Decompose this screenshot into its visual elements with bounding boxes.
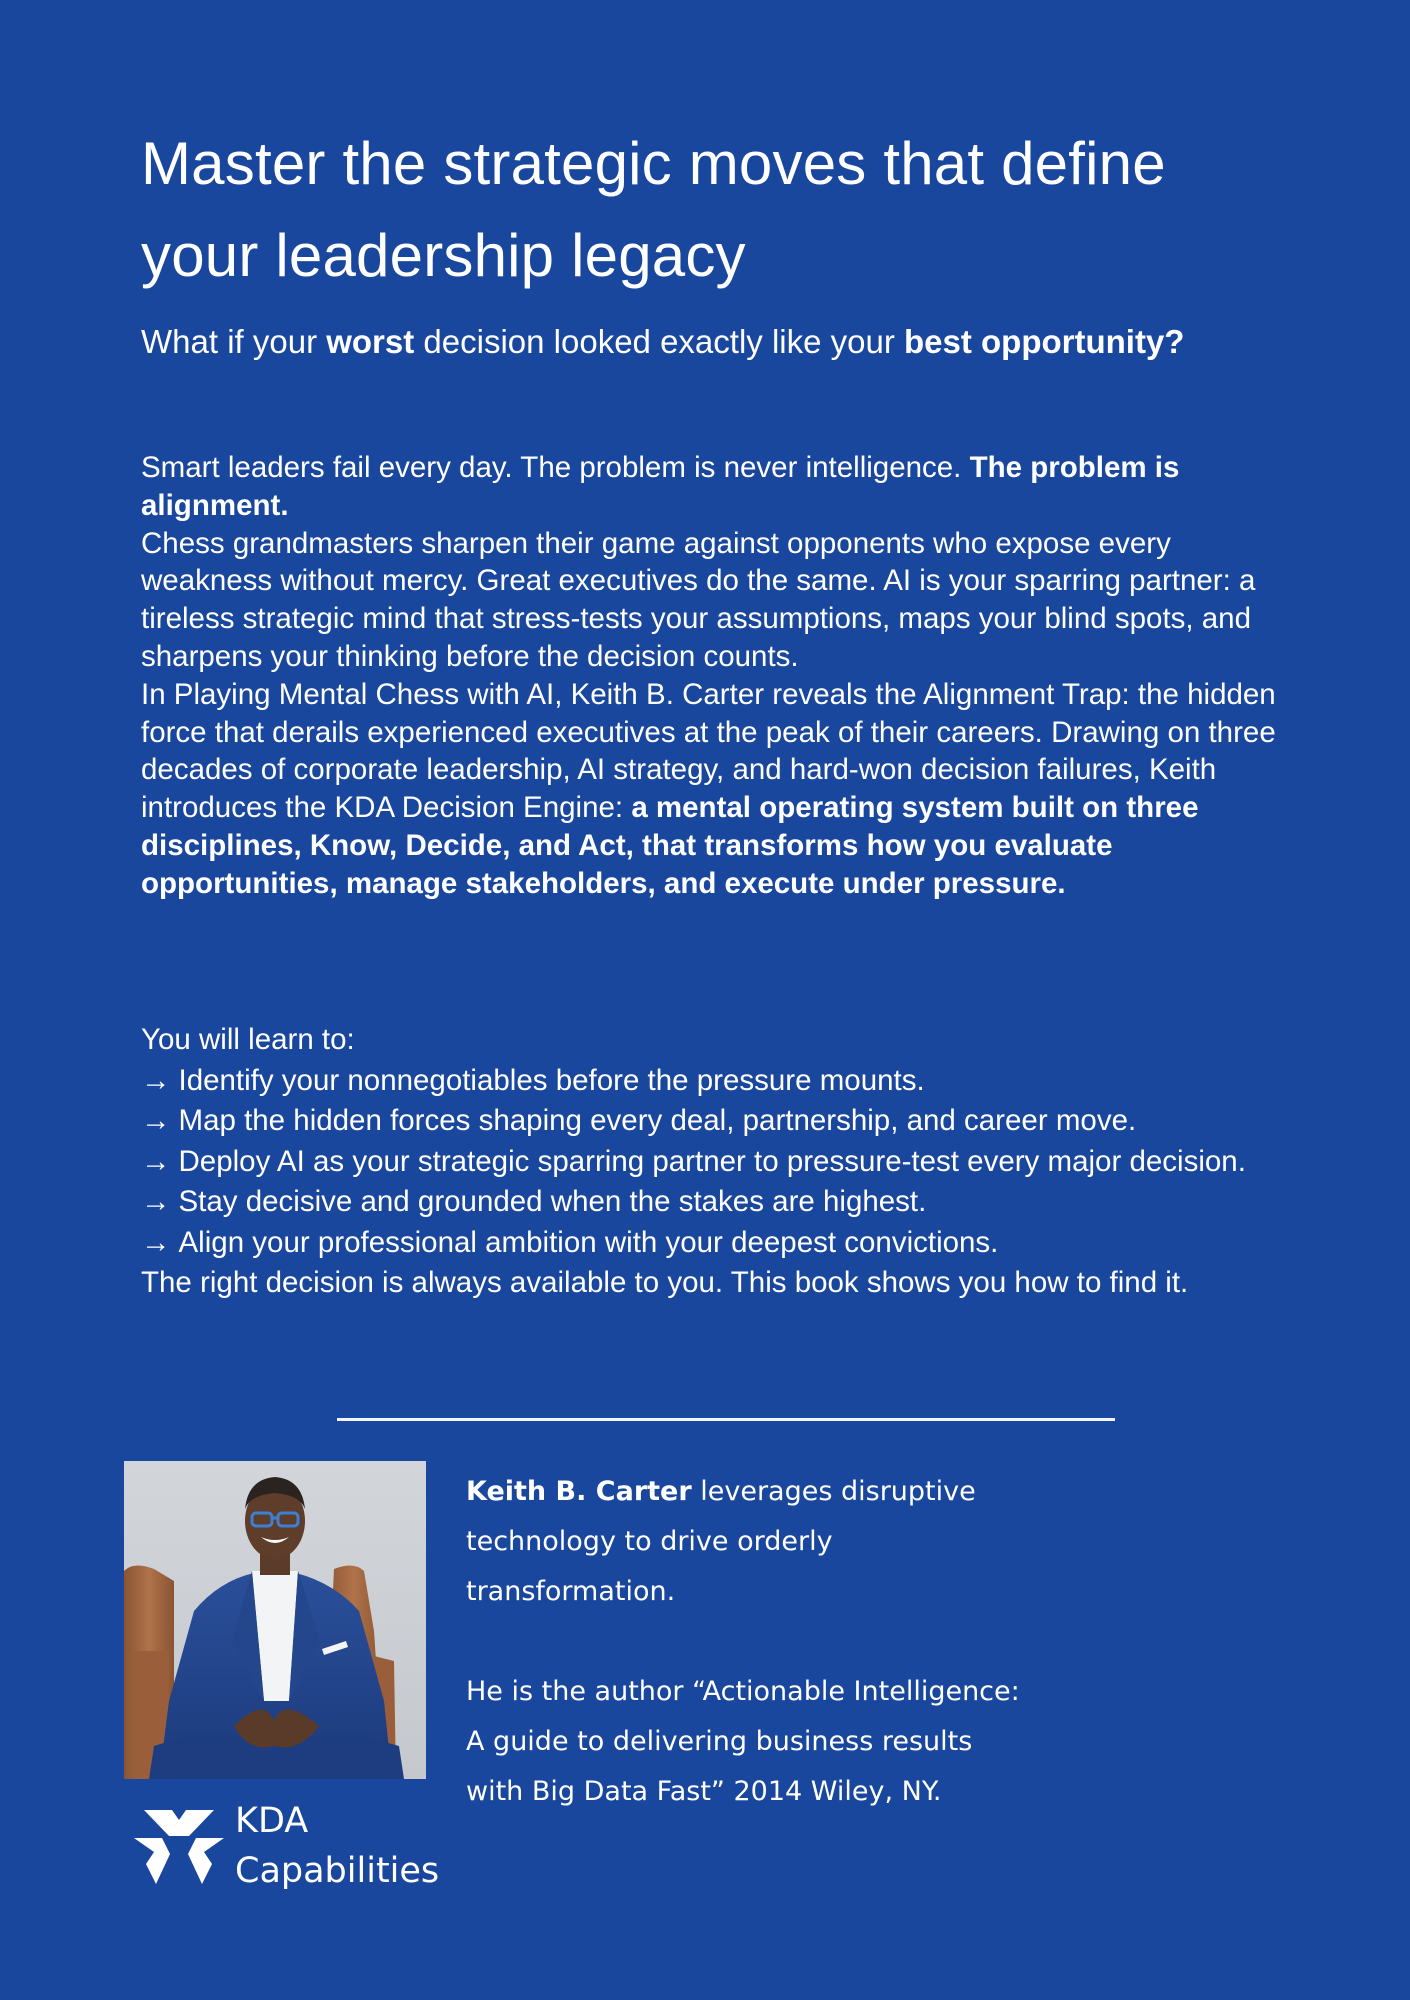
- bio-spacer: [466, 1617, 1026, 1667]
- brand-line-2: Capabilities: [235, 1851, 440, 1891]
- list-item-text: Deploy AI as your strategic sparring partner to pressure-test every major decision.: [178, 1144, 1246, 1178]
- list-item-text: Align your professional ambition with your deepest convictions.: [178, 1225, 999, 1259]
- author-name: Keith B. Carter: [466, 1476, 692, 1507]
- list-item-text: Stay decisive and grounded when the stakes are highest.: [178, 1185, 927, 1218]
- author-portrait-illustration: [124, 1461, 426, 1779]
- learn-section: [141, 1020, 1291, 1304]
- intro-paragraph-2: Chess grandmasters sharpen their game against opponents who expose every weakness without mercy. Great executives do the same. AI is your sparring partner: a tireless strategic mind that stress-tests your assumptions, maps your blind spots, and sharpens your thinking before the decision counts.: [141, 526, 1256, 673]
- learn-heading: You will learn to:: [141, 1023, 355, 1056]
- intro-bold: The problem is alignment.: [141, 451, 1180, 522]
- arrow-right-icon: →: [141, 1185, 171, 1218]
- list-item: [141, 1182, 1291, 1223]
- list-item-text: Map the hidden forces shaping every deal, partnership, and career move.: [178, 1104, 1137, 1137]
- learn-list: [141, 1061, 1291, 1264]
- bio-paragraph-1: [466, 1467, 1026, 1617]
- brand-name: [235, 1796, 439, 1896]
- intro-bold: a mental operating system built on three disciplines, Know, Decide, and Act, that transforms how you evaluate opportunities, manage stakeholders, and execute under pressure.: [141, 791, 1199, 900]
- list-item-text: Identify your nonnegotiables before the pressure mounts.: [178, 1063, 925, 1097]
- author-bio: [466, 1467, 1026, 1817]
- closing-line: The right decision is always available to you. This book shows you how to find it.: [141, 1266, 1189, 1299]
- intro-paragraph-3: [141, 676, 1291, 903]
- hook-bold-best: best opportunity?: [904, 323, 1185, 360]
- author-photo: [124, 1461, 426, 1779]
- hook-bold-worst: worst: [326, 323, 415, 360]
- section-divider: [337, 1418, 1115, 1421]
- arrow-right-icon: →: [141, 1144, 171, 1178]
- hook-question: [141, 320, 1281, 364]
- intro-paragraph-1: [141, 449, 1291, 525]
- list-item: [141, 1223, 1291, 1264]
- intro-section: [141, 449, 1291, 903]
- arrow-right-icon: →: [141, 1104, 171, 1137]
- bio-paragraph-2: He is the author “Actionable Intelligence: A guide to delivering business results with Big Data Fast” 2014 Wiley, NY.: [466, 1676, 1020, 1807]
- arrow-right-icon: →: [141, 1063, 171, 1097]
- intro-text: Smart leaders fail every day. The problem is never intelligence.: [141, 451, 970, 484]
- brand-line-1: KDA: [235, 1801, 309, 1841]
- bio-text: leverages disruptive technology to drive orderly transformation.: [466, 1476, 976, 1607]
- hook-text: What if your: [141, 323, 327, 360]
- hook-text: decision looked exactly like your: [414, 323, 904, 360]
- list-item: [141, 1101, 1291, 1142]
- headline: Master the strategic moves that define your leadership legacy: [141, 130, 1166, 289]
- kda-logo-icon: [134, 1808, 224, 1888]
- list-item: [141, 1061, 1291, 1102]
- arrow-right-icon: →: [141, 1225, 171, 1259]
- intro-text: In Playing Mental Chess with AI, Keith B. Carter reveals the Alignment Trap: the hidden force that derails experienced executives at the peak of their careers. Drawing on three decades of corporate leadership, AI strategy, and hard-won decision failures, Keith introduces the KDA Decision Engine:: [141, 677, 1276, 825]
- list-item: [141, 1142, 1291, 1183]
